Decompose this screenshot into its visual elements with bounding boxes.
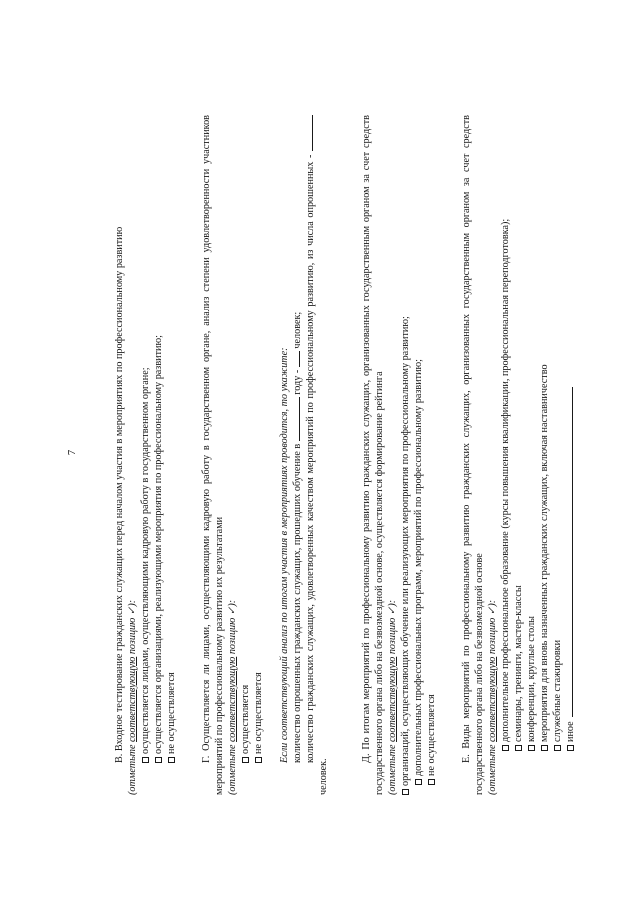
section-v-option[interactable]: осуществляется организациями, реализующими мероприятия по профессиональному развитию;	[152, 115, 165, 795]
section-e-option[interactable]: конференции, круглые столы	[525, 115, 538, 795]
section-g	[200, 115, 330, 795]
section-g-line2: количество гражданских служащих, удовлетворенных качеством мероприятий по профессиональному развитию, из числа опрошенных - человек.	[304, 115, 330, 795]
section-d	[360, 115, 438, 795]
section-e	[460, 115, 577, 795]
section-e-option[interactable]: семинары, тренинги, мастер-классы	[512, 115, 525, 795]
page-number: 7	[66, 449, 78, 456]
other-blank[interactable]	[572, 387, 573, 717]
checkbox-icon[interactable]	[428, 779, 435, 785]
section-e-heading: Е. Виды мероприятий по профессиональному развитию гражданских служащих, организованных государственным органом за счет средств государственного органа либо на безвозмездной основе	[461, 115, 485, 795]
checkbox-icon[interactable]	[554, 745, 561, 751]
checkbox-icon[interactable]	[142, 757, 149, 763]
section-e-option[interactable]: иное	[564, 115, 577, 795]
section-g-option[interactable]: осуществляется	[239, 115, 252, 795]
checkbox-icon[interactable]	[242, 757, 249, 763]
section-d-heading: Д. По итогам мероприятий по профессиональному развитию гражданских служащих, организованных государственным органом за счет средств государственного органа либо на безвозмездной основе, осуществляется формирование рейтинга	[361, 115, 385, 795]
count-blank[interactable]	[299, 351, 300, 367]
checkbox-icon[interactable]	[402, 789, 409, 795]
section-v-option[interactable]: осуществляется лицами, осуществляющими кадровую работу в государственном органе;	[139, 115, 152, 795]
section-g-line1: количество опрошенных гражданских служащих, прошедших обучение в году - человек;	[292, 311, 303, 763]
checkbox-icon[interactable]	[567, 745, 574, 751]
section-d-option[interactable]: организаций, осуществляющих обучение или реализующих мероприятия по профессиональному развитию;	[399, 115, 412, 795]
section-d-instruction: (отметьте соответствующую позицию ✓):	[387, 599, 398, 795]
checkbox-icon[interactable]	[255, 757, 262, 763]
year-blank[interactable]	[299, 397, 300, 441]
section-v-option[interactable]: не осуществляется	[165, 115, 178, 795]
checkbox-icon[interactable]	[502, 745, 509, 751]
section-g-conditional: Если соответствующий анализ по итогам участия в мероприятиях проводится, то укажите:	[279, 347, 290, 763]
count-blank[interactable]	[312, 115, 313, 151]
checkbox-icon[interactable]	[541, 745, 548, 751]
checkbox-icon[interactable]	[515, 745, 522, 751]
section-d-option[interactable]: не осуществляется	[425, 115, 438, 795]
section-g-option[interactable]: не осуществляется	[252, 115, 265, 795]
checkbox-icon[interactable]	[528, 745, 535, 751]
section-e-instruction: (отметьте соответствующую позицию ✓):	[487, 599, 498, 795]
section-d-option[interactable]: дополнительных профессиональных программ, мероприятий по профессиональному развитию;	[412, 115, 425, 795]
section-e-option[interactable]: мероприятия для вновь назначенных гражданских служащих, включая наставничество	[538, 115, 551, 795]
checkbox-icon[interactable]	[415, 779, 422, 785]
section-g-heading: Г. Осуществляется ли лицами, осуществляющими кадровую работу в государственном органе, анализ степени удовлетворенности участников мероприятий по профессиональному развитию их результатами	[201, 115, 225, 795]
section-v-heading: В. Входное тестирование гражданских служащих перед началом участия в мероприятиях по профессиональному развитию	[114, 226, 125, 763]
section-g-instruction: (отметьте соответствующую позицию ✓):	[227, 599, 238, 795]
section-v-instruction: (отметьте соответствующую позицию ✓):	[127, 599, 138, 795]
checkbox-icon[interactable]	[155, 757, 162, 763]
checkbox-icon[interactable]	[168, 757, 175, 763]
section-e-option[interactable]: дополнительное профессиональное образование (курсы повышения квалификации, профессиональная переподготовка);	[499, 115, 512, 795]
section-v	[113, 115, 178, 795]
section-e-option[interactable]: служебные стажировки	[551, 115, 564, 795]
